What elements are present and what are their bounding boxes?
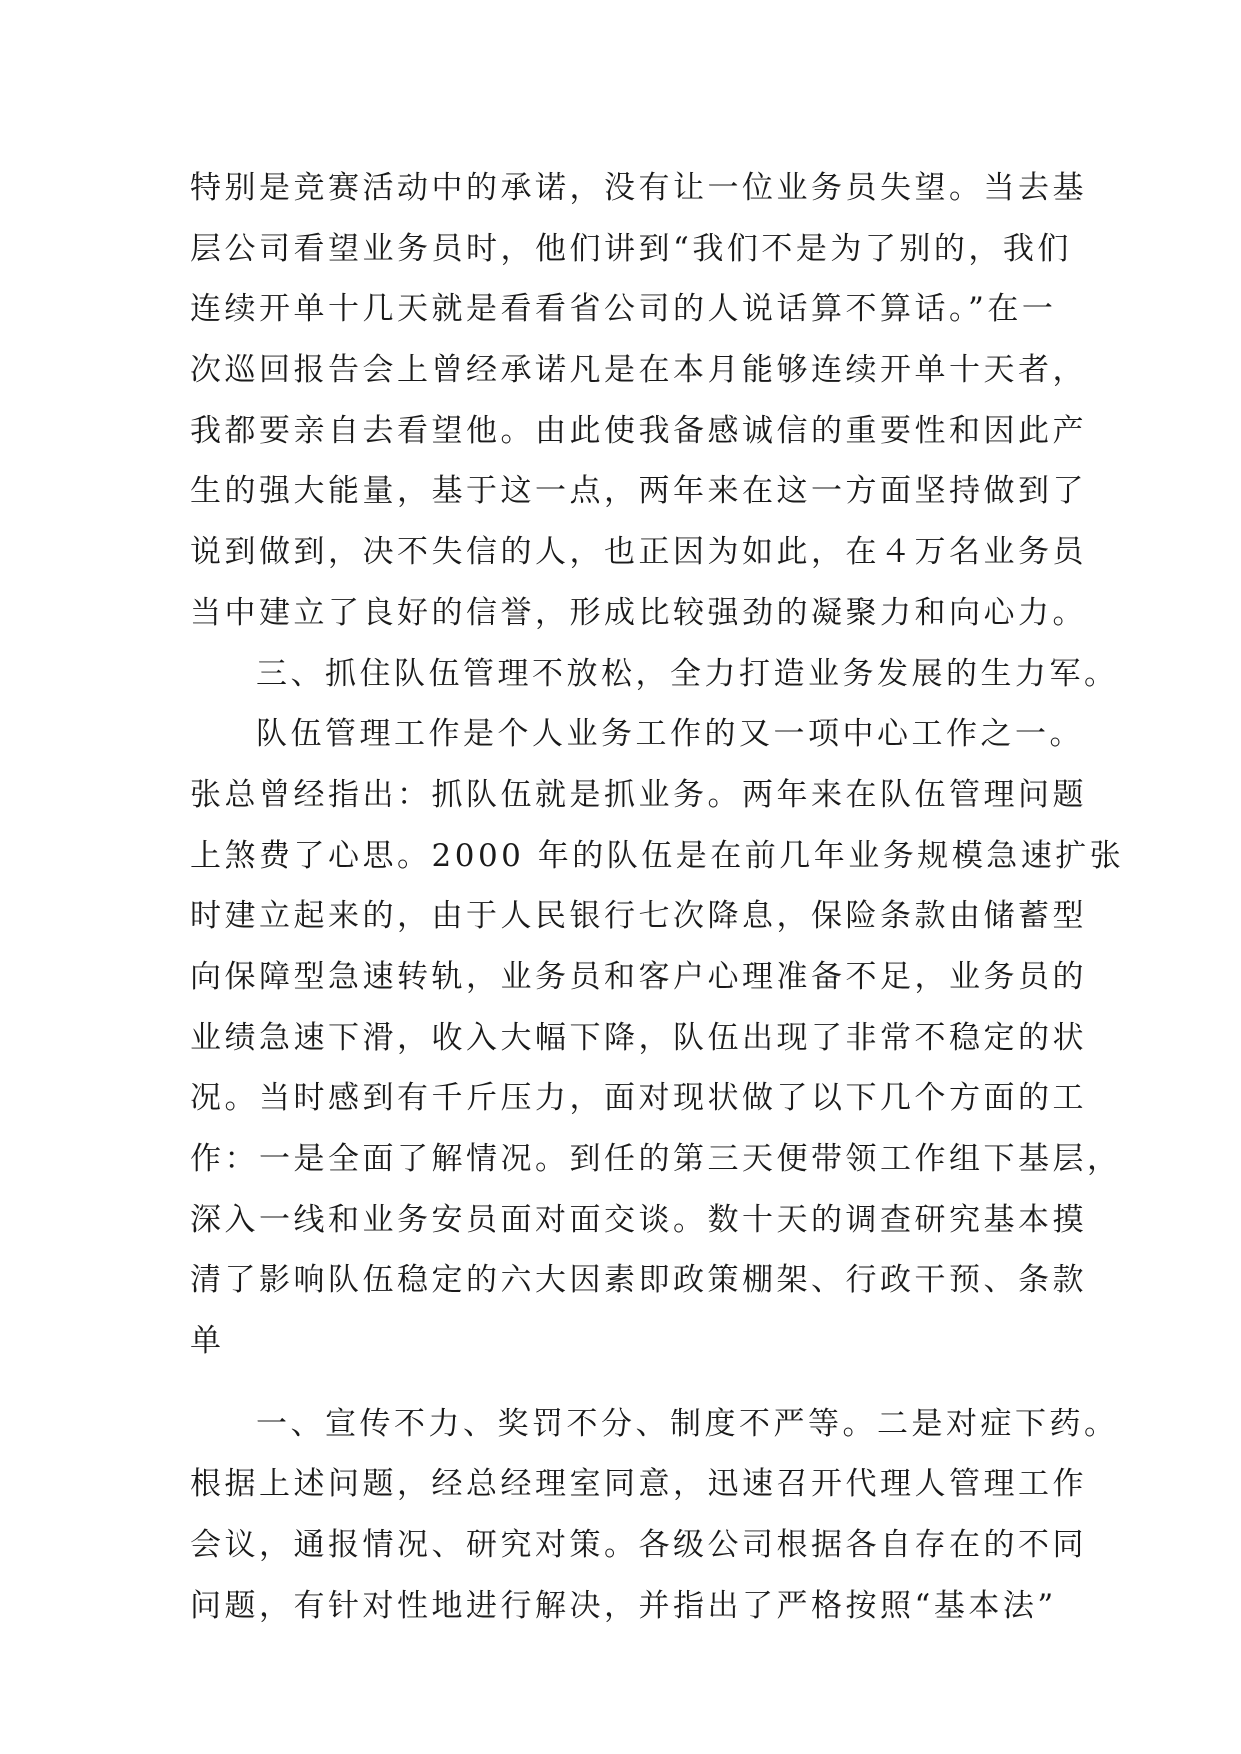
- paragraph-gap: [190, 1372, 1070, 1394]
- text-line: 我都要亲自去看望他。由此使我备感诚信的重要性和因此产: [190, 412, 1087, 449]
- text-line: 说到做到，决不失信的人，也正因为如此，在４万名业务员: [190, 534, 1087, 571]
- paragraph-start-line: 一、宣传不力、奖罚不分、制度不严等。二是对症下药。: [256, 1405, 1119, 1442]
- text-line: 连续开单十几天就是看看省公司的人说话算不算话。”在一: [190, 291, 1057, 328]
- section-heading: 三、抓住队伍管理不放松，全力打造业务发展的生力军。: [256, 655, 1119, 692]
- text-line: 业绩急速下滑，收入大幅下降，队伍出现了非常不稳定的状: [190, 1019, 1087, 1056]
- body-text: [190, 158, 1125, 1637]
- text-line: 向保障型急速转轨，业务员和客户心理准备不足，业务员的: [190, 958, 1087, 995]
- text-line: 当中建立了良好的信誉，形成比较强劲的凝聚力和向心力。: [190, 594, 1087, 631]
- text-line: 张总曾经指出：抓队伍就是抓业务。两年来在队伍管理问题: [190, 776, 1087, 813]
- text-line: 单: [190, 1323, 225, 1360]
- paragraph-start-line: 队伍管理工作是个人业务工作的又一项中心工作之一。: [256, 716, 1084, 753]
- text-line: 上煞费了心思。2000 年的队伍是在前几年业务规模急速扩张: [190, 837, 1125, 874]
- text-line: 生的强大能量，基于这一点，两年来在这一方面坚持做到了: [190, 473, 1087, 510]
- text-line: 况。当时感到有千斤压力，面对现状做了以下几个方面的工: [190, 1080, 1087, 1117]
- text-line: 次巡回报告会上曾经承诺凡是在本月能够连续开单十天者，: [190, 352, 1087, 389]
- text-line: 作：一是全面了解情况。到任的第三天便带领工作组下基层，: [190, 1141, 1122, 1177]
- text-line: 清了影响队伍稳定的六大因素即政策棚架、行政干预、条款: [190, 1262, 1087, 1299]
- text-line: 会议，通报情况、研究对策。各级公司根据各自存在的不同: [190, 1527, 1087, 1564]
- text-line: 深入一线和业务安员面对面交谈。数十天的调查研究基本摸: [190, 1201, 1087, 1238]
- text-line: 问题，有针对性地进行解决，并指出了严格按照“基本法”: [190, 1587, 1057, 1624]
- text-line: 时建立起来的，由于人民银行七次降息，保险条款由储蓄型: [190, 898, 1087, 935]
- text-line: 层公司看望业务员时，他们讲到“我们不是为了别的，我们: [190, 230, 1072, 267]
- text-line: 特别是竞赛活动中的承诺，没有让一位业务员失望。当去基: [190, 170, 1087, 206]
- text-line: 根据上述问题，经总经理室同意，迅速召开代理人管理工作: [190, 1466, 1087, 1503]
